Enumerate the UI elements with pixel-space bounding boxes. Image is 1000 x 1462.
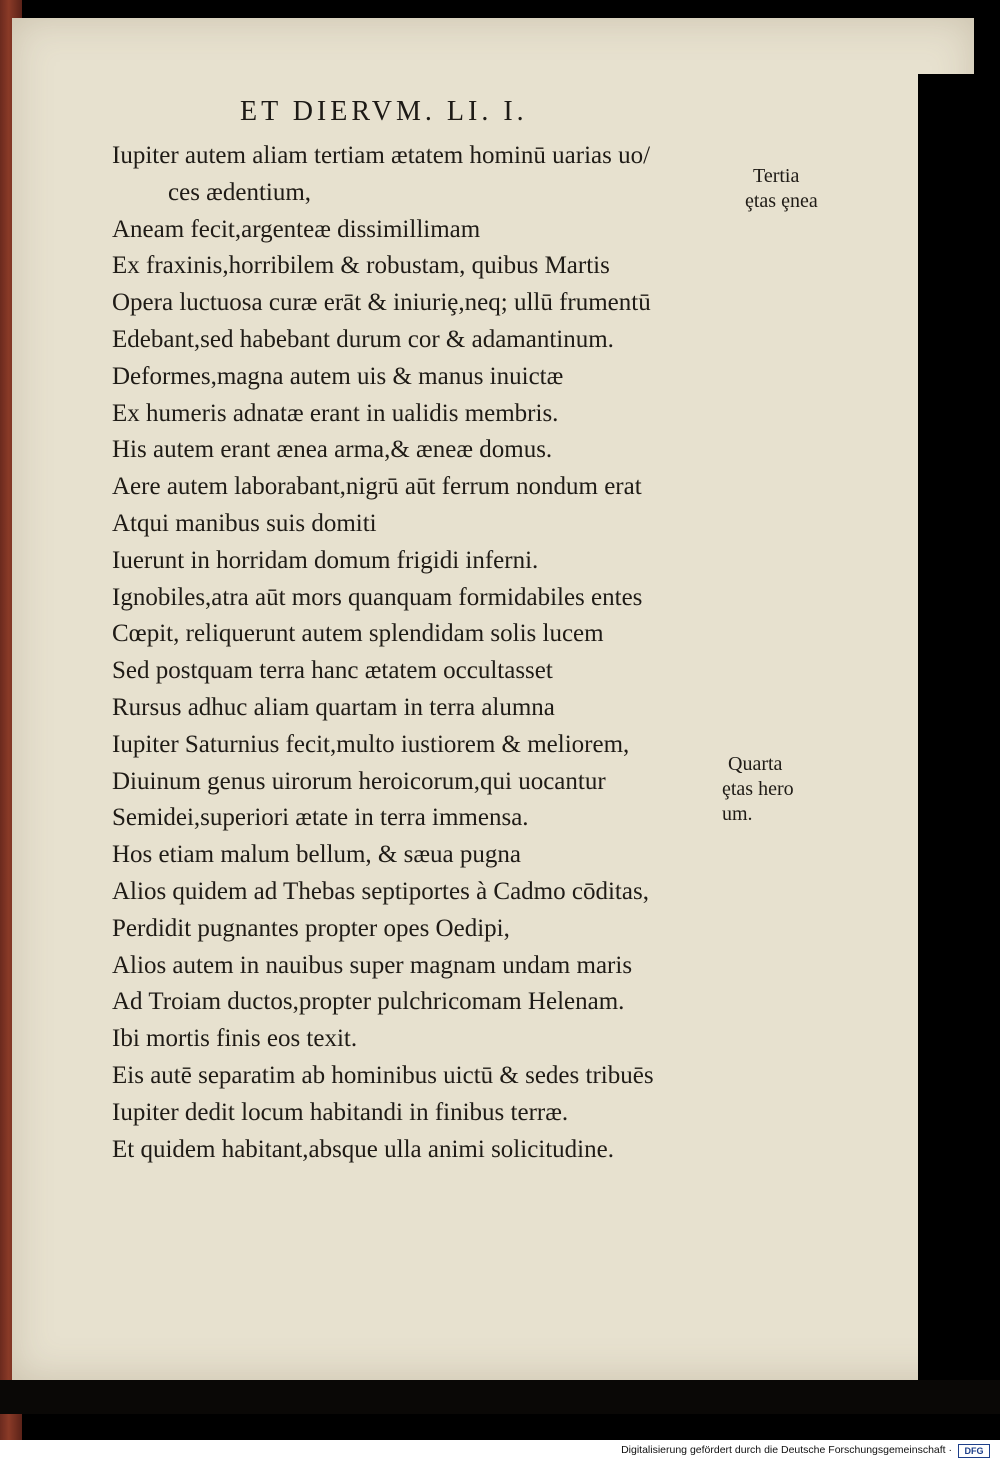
verse-line: Ad Troiam ductos,propter pulchricomam Helenam.: [112, 988, 625, 1016]
verse-line: Iupiter dedit locum habitandi in finibus terræ.: [112, 1098, 569, 1126]
digitization-footer: [0, 1440, 1000, 1462]
verse-line: Alios autem in nauibus super magnam undam maris: [112, 951, 633, 979]
verse-text-block: [98, 138, 738, 1168]
margin-note-tertia: [745, 164, 818, 214]
verse-line: Aere autem laborabant,nigrū aūt ferrum nondum erat: [112, 473, 642, 501]
verse-line: ces ædentium,: [168, 178, 312, 206]
verse-line: Iuerunt in horridam domum frigidi inferni.: [112, 546, 539, 574]
verse-line: Deformes,magna autem uis & manus inuictæ: [112, 362, 564, 390]
verse-line: Opera luctuosa curæ erāt & iniuriȩ,neq; ullū frumentū: [112, 289, 651, 317]
verse-line: Ex fraxinis,horribilem & robustam, quibus Martis: [112, 252, 610, 280]
running-header: ET DIERVM. LI. I.: [240, 96, 528, 127]
margin-note-line: Tertia: [753, 165, 800, 187]
verse-line: Ibi mortis finis eos texit.: [112, 1025, 358, 1053]
verse-line: Rursus adhuc aliam quartam in terra alumna: [112, 693, 555, 721]
verse-line: Hos etiam malum bellum, & sæua pugna: [112, 841, 521, 869]
verse-line: Iupiter autem aliam tertiam ætatem hominū uarias uo/: [112, 142, 651, 169]
margin-note-line: ȩtas ȩnea: [745, 190, 818, 212]
margin-note-line: um.: [722, 803, 753, 825]
page-edge-shadow: [918, 74, 978, 1404]
verse-line: Edebant,sed habebant durum cor & adamantinum.: [112, 325, 614, 353]
verse-line: Ignobiles,atra aūt mors quanquam formidabiles entes: [112, 583, 643, 611]
verse-line: Aneam fecit,argenteæ dissimillimam: [112, 215, 481, 243]
page-bottom-shadow: [0, 1380, 1000, 1414]
verse-line: Iupiter Saturnius fecit,multo iustiorem & meliorem,: [112, 730, 630, 758]
verse-line: Atqui manibus suis domiti: [112, 509, 377, 537]
verse-line: Semidei,superiori ætate in terra immensa.: [112, 804, 529, 832]
verse-line: Diuinum genus uirorum heroicorum,qui uocantur: [112, 767, 606, 795]
margin-note-quarta: [722, 752, 794, 827]
verse-line: Perdidit pugnantes propter opes Oedipi,: [112, 914, 510, 942]
verse-line: Ex humeris adnatæ erant in ualidis membris.: [112, 399, 559, 427]
margin-note-line: Quarta: [728, 753, 783, 775]
verse-line: Cœpit, reliquerunt autem splendidam solis lucem: [112, 620, 604, 648]
verse-line: Sed postquam terra hanc ætatem occultasset: [112, 657, 553, 685]
dfg-logo: DFG: [958, 1444, 990, 1458]
verse-line: Et quidem habitant,absque ulla animi solicitudine.: [112, 1135, 614, 1163]
verse-line: Alios quidem ad Thebas septiportes à Cadmo cōditas,: [112, 877, 649, 905]
margin-note-line: ȩtas hero: [722, 778, 794, 800]
funding-notice: Digitalisierung gefördert durch die Deutsche Forschungsgemeinschaft ·: [621, 1444, 952, 1456]
verse-line: Eis autē separatim ab hominibus uictū & sedes tribuēs: [112, 1061, 654, 1089]
verse-line: His autem erant ænea arma,& æneæ domus.: [112, 436, 553, 464]
